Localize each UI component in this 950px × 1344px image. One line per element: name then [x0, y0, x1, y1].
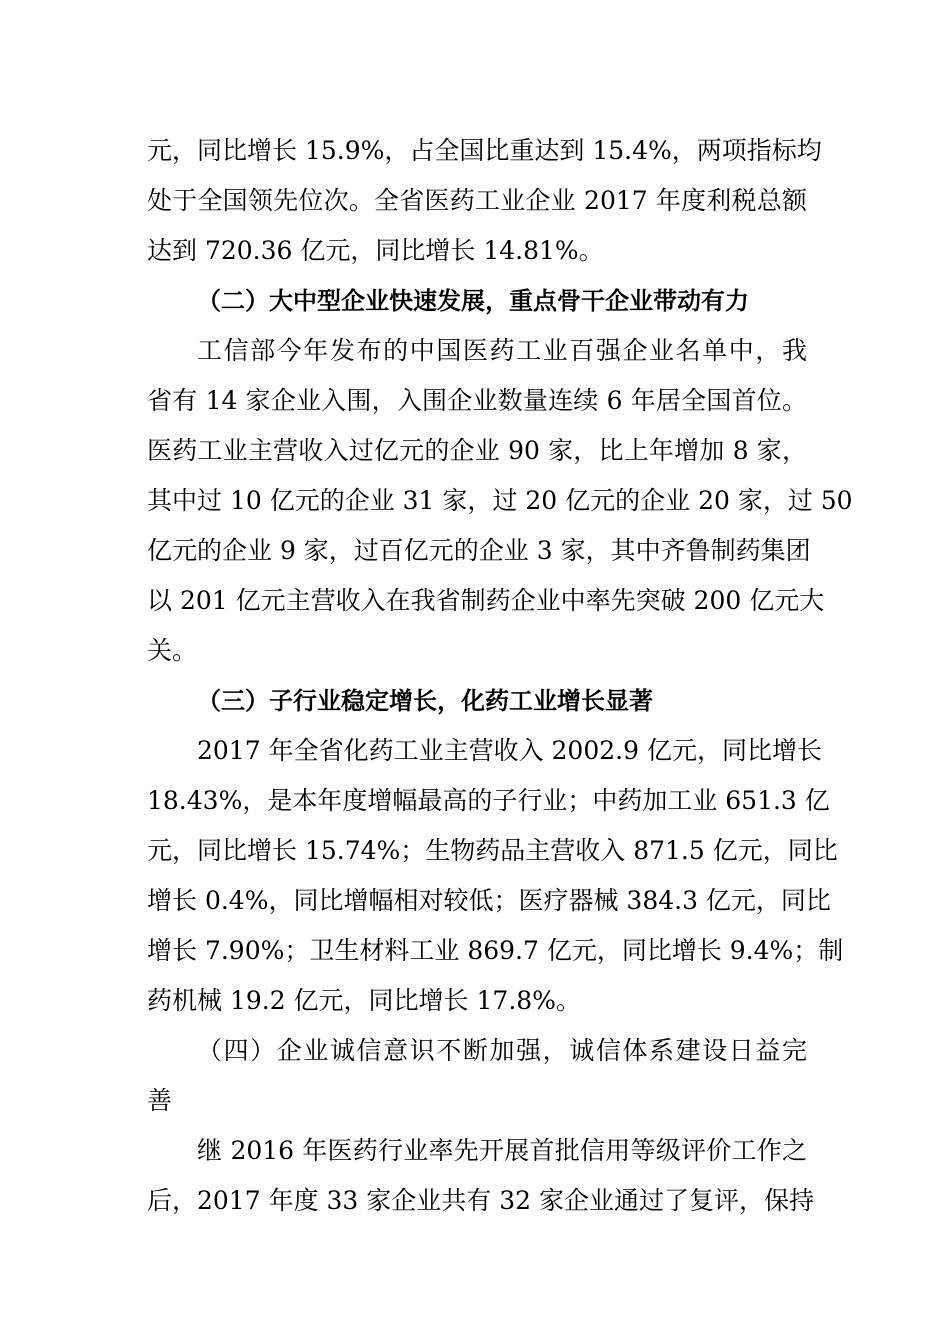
- paragraph-line: 继 2016 年医药行业率先开展首批信用等级评价工作之: [197, 1136, 807, 1165]
- paragraph-line: 增长 7.90%；卫生材料工业 869.7 亿元，同比增长 9.4%；制: [147, 936, 844, 965]
- paragraph-line: 处于全国领先位次。全省医药工业企业 2017 年度利税总额: [147, 186, 807, 215]
- section-heading-4-line: 善: [147, 1086, 173, 1115]
- paragraph-line: 达到 720.36 亿元，同比增长 14.81%。: [147, 236, 604, 265]
- paragraph-line: 医药工业主营收入过亿元的企业 90 家，比上年增加 8 家，: [147, 436, 807, 465]
- section-heading-2: （二）大中型企业快速发展，重点骨干企业带动有力: [197, 287, 749, 315]
- paragraph-line: 其中过 10 亿元的企业 31 家，过 20 亿元的企业 20 家，过 50: [147, 486, 853, 515]
- paragraph-line: 后，2017 年度 33 家企业共有 32 家企业通过了复评，保持: [147, 1186, 814, 1215]
- section-heading-4-line: （四）企业诚信意识不断加强，诚信体系建设日益完: [197, 1036, 807, 1065]
- paragraph-line: 18.43%，是本年度增幅最高的子行业；中药加工业 651.3 亿: [147, 786, 830, 815]
- paragraph-line: 以 201 亿元主营收入在我省制药企业中率先突破 200 亿元大: [147, 586, 825, 615]
- paragraph-line: 关。: [147, 636, 198, 665]
- paragraph-line: 增长 0.4%，同比增幅相对较低；医疗器械 384.3 亿元，同比: [147, 886, 831, 915]
- paragraph-line: 2017 年全省化药工业主营收入 2002.9 亿元，同比增长: [197, 736, 822, 765]
- paragraph-line: 工信部今年发布的中国医药工业百强企业名单中，我: [197, 336, 807, 365]
- paragraph-line: 药机械 19.2 亿元，同比增长 17.8%。: [147, 986, 581, 1015]
- paragraph-line: 元，同比增长 15.74%；生物药品主营收入 871.5 亿元，同比: [147, 836, 838, 865]
- paragraph-line: 亿元的企业 9 家，过百亿元的企业 3 家，其中齐鲁制药集团: [147, 536, 811, 565]
- paragraph-line: 元，同比增长 15.9%，占全国比重达到 15.4%，两项指标均: [147, 136, 822, 165]
- section-heading-3: （三）子行业稳定增长，化药工业增长显著: [197, 687, 653, 715]
- paragraph-line: 省有 14 家企业入围，入围企业数量连续 6 年居全国首位。: [147, 386, 807, 415]
